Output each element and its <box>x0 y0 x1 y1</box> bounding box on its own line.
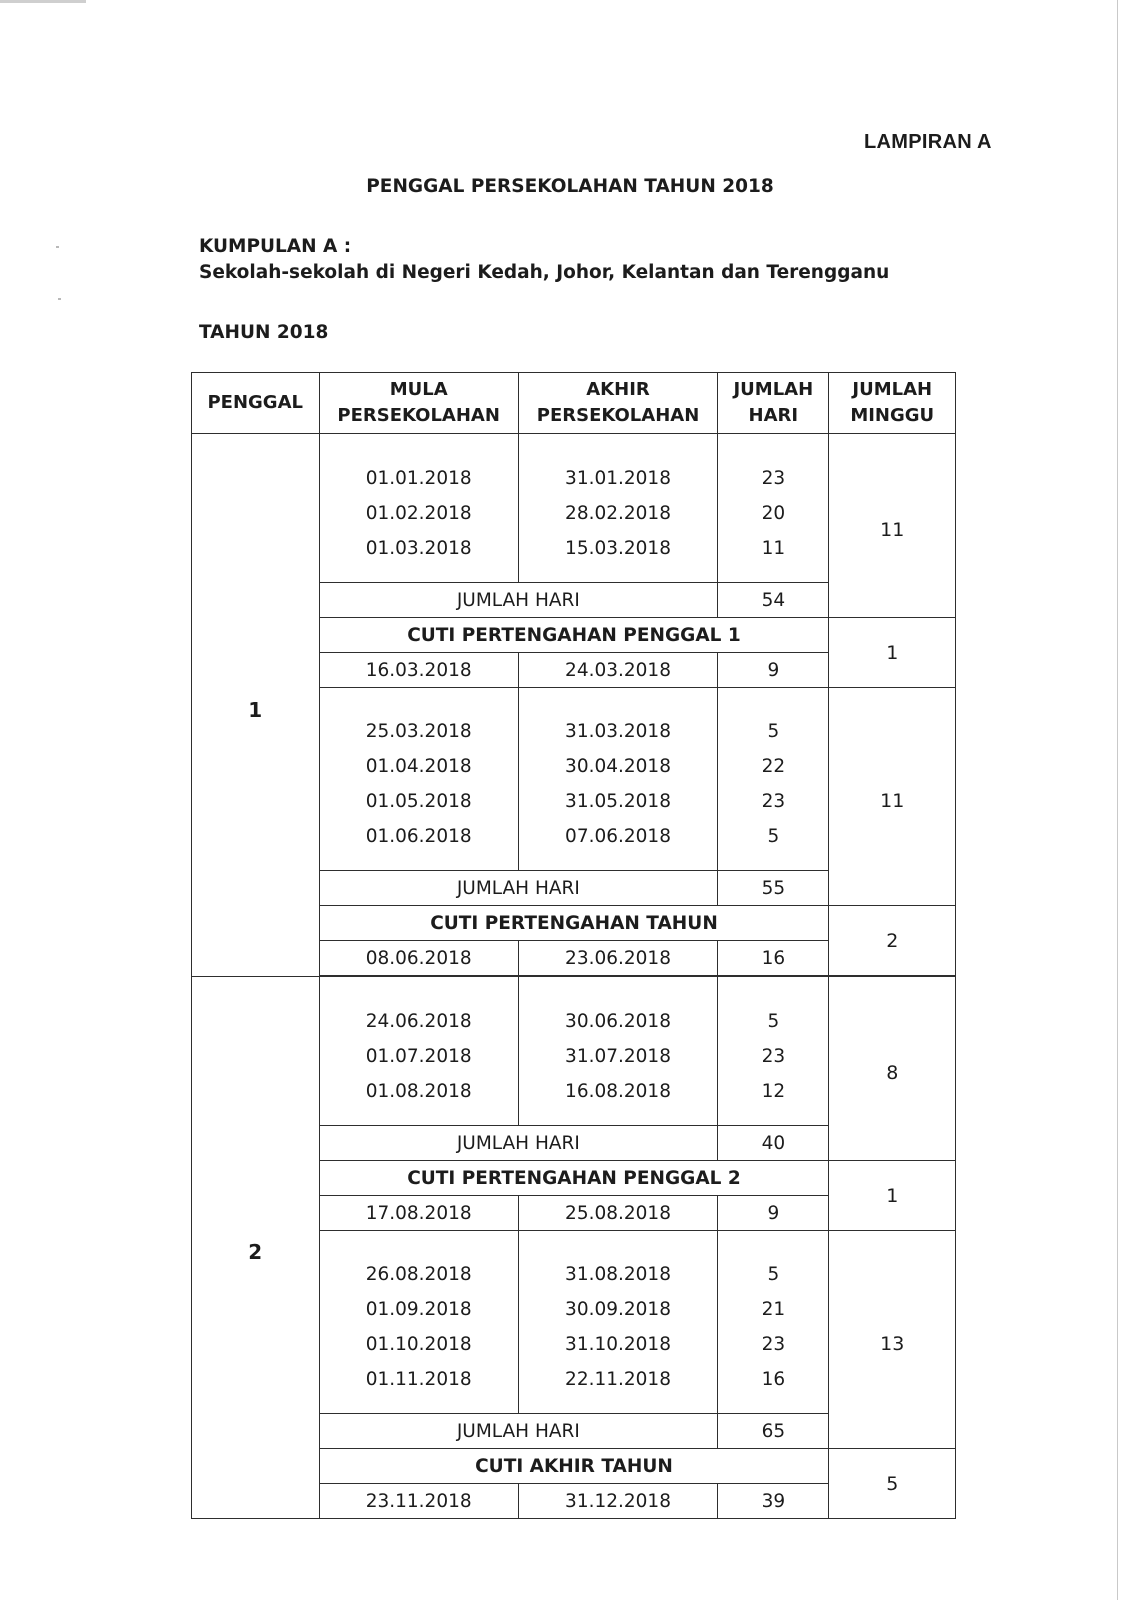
table-row <box>192 977 956 1126</box>
mula-cell: 23.11.2018 <box>319 1484 518 1519</box>
group-label: KUMPULAN A : <box>199 236 352 257</box>
hari-cell: 5 23 12 <box>718 977 829 1126</box>
year-label: TAHUN 2018 <box>199 322 329 343</box>
akhir-cell: 25.08.2018 <box>518 1196 717 1231</box>
schools-description: Sekolah-sekolah di Negeri Kedah, Johor, Kelantan dan Terengganu <box>199 262 890 283</box>
total-label: JUMLAH HARI <box>319 583 718 618</box>
table-row <box>192 434 956 583</box>
total-label: JUMLAH HARI <box>319 871 718 906</box>
page-title: PENGGAL PERSEKOLAHAN TAHUN 2018 <box>366 176 774 197</box>
mula-cell: 17.08.2018 <box>319 1196 518 1231</box>
mula-cell: 26.08.2018 01.09.2018 01.10.2018 01.11.2018 <box>319 1231 518 1414</box>
header-penggal: PENGGAL <box>192 373 320 434</box>
penggal-number: 2 <box>192 977 320 1519</box>
minggu-cell: 8 <box>829 977 956 1161</box>
minggu-cell: 2 <box>829 906 956 976</box>
akhir-cell: 31.01.2018 28.02.2018 15.03.2018 <box>518 434 717 583</box>
total-value: 65 <box>718 1414 829 1449</box>
mula-cell: 16.03.2018 <box>319 653 518 688</box>
holiday-label: CUTI AKHIR TAHUN <box>319 1449 829 1484</box>
minggu-cell: 13 <box>829 1231 956 1449</box>
akhir-cell: 24.03.2018 <box>518 653 717 688</box>
hari-cell: 39 <box>718 1484 829 1519</box>
total-value: 54 <box>718 583 829 618</box>
minggu-cell: 11 <box>829 434 956 618</box>
header-jumlah-hari: JUMLAH HARI <box>718 373 829 434</box>
total-label: JUMLAH HARI <box>319 1414 718 1449</box>
mula-cell: 01.01.2018 01.02.2018 01.03.2018 <box>319 434 518 583</box>
total-value: 40 <box>718 1126 829 1161</box>
mula-cell: 24.06.2018 01.07.2018 01.08.2018 <box>319 977 518 1126</box>
total-value: 55 <box>718 871 829 906</box>
minggu-cell: 1 <box>829 1161 956 1231</box>
minggu-cell: 1 <box>829 618 956 688</box>
hari-cell: 16 <box>718 941 829 976</box>
akhir-cell: 30.06.2018 31.07.2018 16.08.2018 <box>518 977 717 1126</box>
scan-speck <box>56 246 59 248</box>
akhir-cell: 31.03.2018 30.04.2018 31.05.2018 07.06.2018 <box>518 688 717 871</box>
holiday-label: CUTI PERTENGAHAN PENGGAL 2 <box>319 1161 829 1196</box>
header-akhir: AKHIR PERSEKOLAHAN <box>518 373 717 434</box>
school-term-table <box>191 372 956 1519</box>
scan-mark <box>0 0 86 3</box>
scan-speck <box>58 298 61 300</box>
akhir-cell: 23.06.2018 <box>518 941 717 976</box>
mula-cell: 25.03.2018 01.04.2018 01.05.2018 01.06.2018 <box>319 688 518 871</box>
penggal-number: 1 <box>192 434 320 977</box>
header-jumlah-minggu: JUMLAH MINGGU <box>829 373 956 434</box>
holiday-label: CUTI PERTENGAHAN PENGGAL 1 <box>319 618 829 653</box>
appendix-label: LAMPIRAN A <box>864 131 992 153</box>
total-label: JUMLAH HARI <box>319 1126 718 1161</box>
hari-cell: 23 20 11 <box>718 434 829 583</box>
hari-cell: 9 <box>718 653 829 688</box>
mula-cell: 08.06.2018 <box>319 941 518 976</box>
akhir-cell: 31.12.2018 <box>518 1484 717 1519</box>
minggu-cell: 5 <box>829 1449 956 1519</box>
hari-cell: 5 21 23 16 <box>718 1231 829 1414</box>
hari-cell: 9 <box>718 1196 829 1231</box>
minggu-cell: 11 <box>829 688 956 906</box>
holiday-label: CUTI PERTENGAHAN TAHUN <box>319 906 829 941</box>
akhir-cell: 31.08.2018 30.09.2018 31.10.2018 22.11.2018 <box>518 1231 717 1414</box>
hari-cell: 5 22 23 5 <box>718 688 829 871</box>
header-mula: MULA PERSEKOLAHAN <box>319 373 518 434</box>
scan-edge <box>1117 0 1118 1600</box>
table-header-row <box>192 373 956 434</box>
